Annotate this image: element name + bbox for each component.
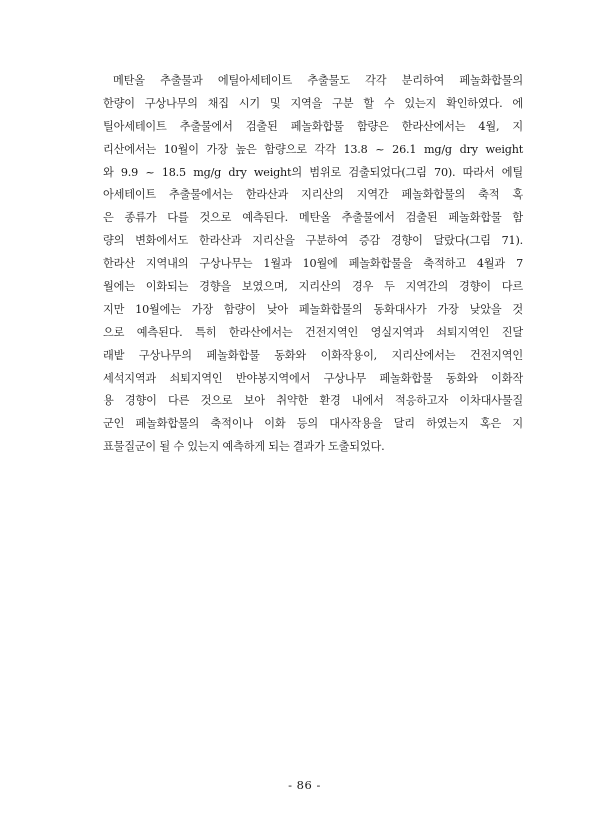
paragraph-line: 리산에서는 10월이 가장 높은 함량으로 각각 13.8 ~ 26.1 mg/g dry weight (103, 142, 523, 156)
body-paragraph (103, 70, 523, 459)
paragraph-line: 월에는 이화되는 경향을 보였으며, 지리산의 경우 두 지역간의 경향이 다르 (103, 280, 523, 294)
paragraph-line: 한라산 지역내의 구상나무는 1월과 10월에 페놀화합물을 축적하고 4월과 7 (103, 257, 523, 271)
paragraph-line: 래밭 구상나무의 페놀화합물 동화와 이화작용이, 지리산에서는 건전지역인 (103, 348, 523, 362)
paragraph-line: 은 종류가 다를 것으로 예측된다. 메탄올 추출물에서 검출된 페놀화합물 함 (103, 211, 523, 225)
paragraph-line: 와 9.9 ~ 18.5 mg/g dry weight의 범위로 검출되었다(그림 70). 따라서 에틸 (103, 165, 523, 179)
paragraph-line: 한량이 구상나무의 채집 시기 및 지역을 구분 할 수 있는지 확인하였다. 에 (103, 96, 523, 110)
paragraph-line: 군인 페놀화합물의 축적이나 이화 등의 대사작용을 달리 하였는지 혹은 지 (103, 417, 523, 431)
paragraph-line: 틸아세테이트 추출물에서 검출된 페놀화합물 함량은 한라산에서는 4월, 지 (103, 119, 523, 133)
paragraph-line: 량의 변화에서도 한라산과 지리산을 구분하여 증감 경향이 달랐다(그림 71). (103, 234, 523, 248)
paragraph-line: 아세테이트 추출물에서는 한라산과 지리산의 지역간 페놀화합물의 축적 혹 (103, 188, 523, 202)
paragraph-line: 용 경향이 다른 것으로 보아 취약한 환경 내에서 적응하고자 이차대사물질 (103, 394, 523, 408)
paragraph-line: 표물질군이 될 수 있는지 예측하게 되는 결과가 도출되었다. (103, 440, 385, 454)
paragraph-line: 세석지역과 쇠퇴지역인 반야봉지역에서 구상나무 페놀화합물 동화와 이화작 (103, 371, 523, 385)
page-number: - 86 - (288, 778, 321, 792)
paragraph-line: 메탄올 추출물과 에틸아세테이트 추출물도 각각 분리하여 페놀화합물의 (113, 74, 523, 87)
paragraph-line: 지만 10월에는 가장 함량이 낮아 페놀화합물의 동화대사가 가장 낮았을 것 (103, 302, 523, 316)
paragraph-line: 으로 예측된다. 특히 한라산에서는 건전지역인 영실지역과 쇠퇴지역인 진달 (103, 325, 523, 339)
